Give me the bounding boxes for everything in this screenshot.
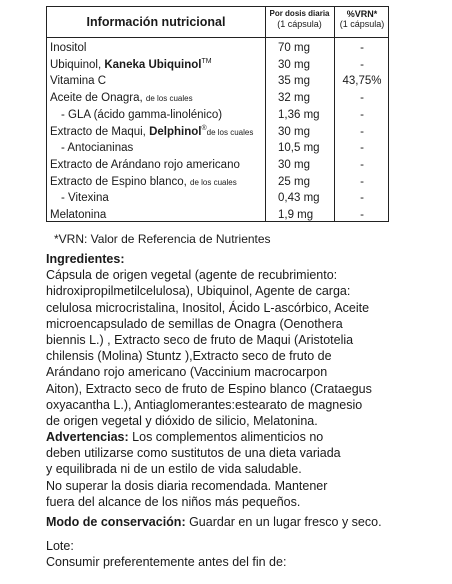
nutrient-vrn: - <box>360 158 364 171</box>
nutrient-vrn: - <box>360 58 364 71</box>
header-divider <box>47 37 388 38</box>
warnings-line: fuera del alcance de los niños más pequeños. <box>46 494 301 509</box>
nutrient-dose: 70 mg <box>278 42 310 54</box>
ingredients-line: celulosa microcristalina, Inositol, Ácido L-ascórbico, Aceite <box>46 300 370 315</box>
nutrient-dose: 0,43 mg <box>278 192 320 205</box>
label-text <box>46 251 446 571</box>
lot-line: Lote: <box>46 539 74 554</box>
nutrient-dose: 32 mg <box>278 92 310 105</box>
nutrient-dose: 1,36 mg <box>278 108 320 121</box>
nutrient-dose: 30 mg <box>278 158 310 171</box>
nutrient-dose: 1,9 mg <box>278 209 314 221</box>
nutrient-vrn: - <box>360 42 364 54</box>
table-row <box>47 124 390 141</box>
ingredients-line: de origen vegetal y dióxido de silicio, Melatonina. <box>46 413 318 428</box>
nutrient-dose: 35 mg <box>278 75 310 88</box>
nutrient-dose: 25 mg <box>278 175 310 188</box>
nutrient-name: Extracto de Espino blanco, de los cuales <box>50 175 237 188</box>
ingredients-line: Arándano rojo americano (Vaccinium macrocarpon <box>46 365 328 380</box>
ingredients-line: microencapsulado de semillas de Onagra (Oenothera <box>46 316 343 331</box>
nutrient-vrn: - <box>360 209 364 221</box>
nutrient-dose: 30 mg <box>278 58 310 71</box>
nutrient-vrn: 43,75% <box>342 75 382 88</box>
table-row <box>47 190 390 207</box>
vrn-footnote: *VRN: Valor de Referencia de Nutrientes <box>54 232 271 246</box>
ingredients-heading: Ingredientes: <box>46 252 125 266</box>
warnings-text <box>46 445 446 510</box>
nutrient-dose: 30 mg <box>278 125 310 138</box>
nutrition-table <box>46 6 389 222</box>
table-title: Información nutricional <box>86 15 226 29</box>
nutrient-vrn: - <box>360 142 364 155</box>
nutrient-name: - GLA (ácido gamma-linolénico) <box>61 108 223 121</box>
table-row <box>47 90 390 107</box>
nutrient-vrn: - <box>360 108 364 121</box>
table-row <box>47 207 390 224</box>
warnings-line: y equilibrada ni de un estilo de vida saludable. <box>46 462 302 477</box>
nutrient-name: Extracto de Maqui, Delphinol®de los cuales <box>50 124 254 138</box>
ingredients-line: chilensis (Molina) Stuntz ),Extracto seco de fruto de <box>46 349 332 364</box>
dose-header-line1: Por dosis diaria <box>269 9 330 18</box>
storage-label: Modo de conservación: <box>46 515 186 529</box>
ingredients-text <box>46 267 446 429</box>
ingredients-line: hidroxipropilmetilcelulosa), Ubiquinol, Agente de carga: <box>46 284 351 299</box>
nutrient-name: Melatonina <box>50 209 107 221</box>
table-row <box>47 174 390 191</box>
ingredients-line: oxyacantha L.), Antiaglomerantes:estearato de magnesio <box>46 397 363 412</box>
vrn-column-header <box>334 9 390 29</box>
table-row <box>47 57 390 74</box>
table-row <box>47 107 390 124</box>
nutrient-vrn: - <box>360 92 364 105</box>
nutrient-name: - Vitexina <box>61 192 109 205</box>
vrn-header-line1: %VRN* <box>346 9 378 19</box>
nutrient-name: Aceite de Onagra, de los cuales <box>50 92 193 105</box>
nutrient-name: Vitamina C <box>50 75 107 88</box>
vrn-header-line2: (1 cápsula) <box>339 19 385 29</box>
warnings-line: deben utilizarse como sustitutos de una dieta variada <box>46 446 341 461</box>
nutrient-dose: 10,5 mg <box>278 142 320 155</box>
dose-header-line2: (1 cápsula) <box>277 19 322 29</box>
ingredients-line: Cápsula de origen vegetal (agente de recubrimiento: <box>46 268 338 283</box>
ingredients-line: biennis L.) , Extracto seco de fruto de Maqui (Aristotelia <box>46 332 354 347</box>
warnings-label: Advertencias: <box>46 430 129 445</box>
spacer <box>46 530 446 538</box>
best-before-line: Consumir preferentemente antes del fin de: <box>46 555 287 570</box>
nutrient-vrn: - <box>360 175 364 188</box>
nutrient-name: Extracto de Arándano rojo americano <box>50 158 240 171</box>
table-row <box>47 40 390 57</box>
nutrient-name: Ubiquinol, Kaneka Ubiquinol™ <box>50 57 212 71</box>
ingredients-line: Aiton), Extracto seco de fruto de Espino blanco (Crataegus <box>46 381 372 396</box>
table-row <box>47 73 390 90</box>
nutrient-name: Inositol <box>50 42 87 54</box>
table-row <box>47 140 390 157</box>
dose-column-header <box>265 9 334 29</box>
nutrient-vrn: - <box>360 192 364 205</box>
table-row <box>47 157 390 174</box>
warnings-first-line: Advertencias: Los complementos alimenticios no <box>46 430 324 445</box>
warnings-line: No superar la dosis diaria recomendada. Mantener <box>46 478 328 493</box>
nutrient-vrn: - <box>360 125 364 138</box>
storage-line: Modo de conservación: Guardar en un lugar fresco y seco. <box>46 515 382 529</box>
nutrient-name: - Antocianinas <box>61 142 134 155</box>
